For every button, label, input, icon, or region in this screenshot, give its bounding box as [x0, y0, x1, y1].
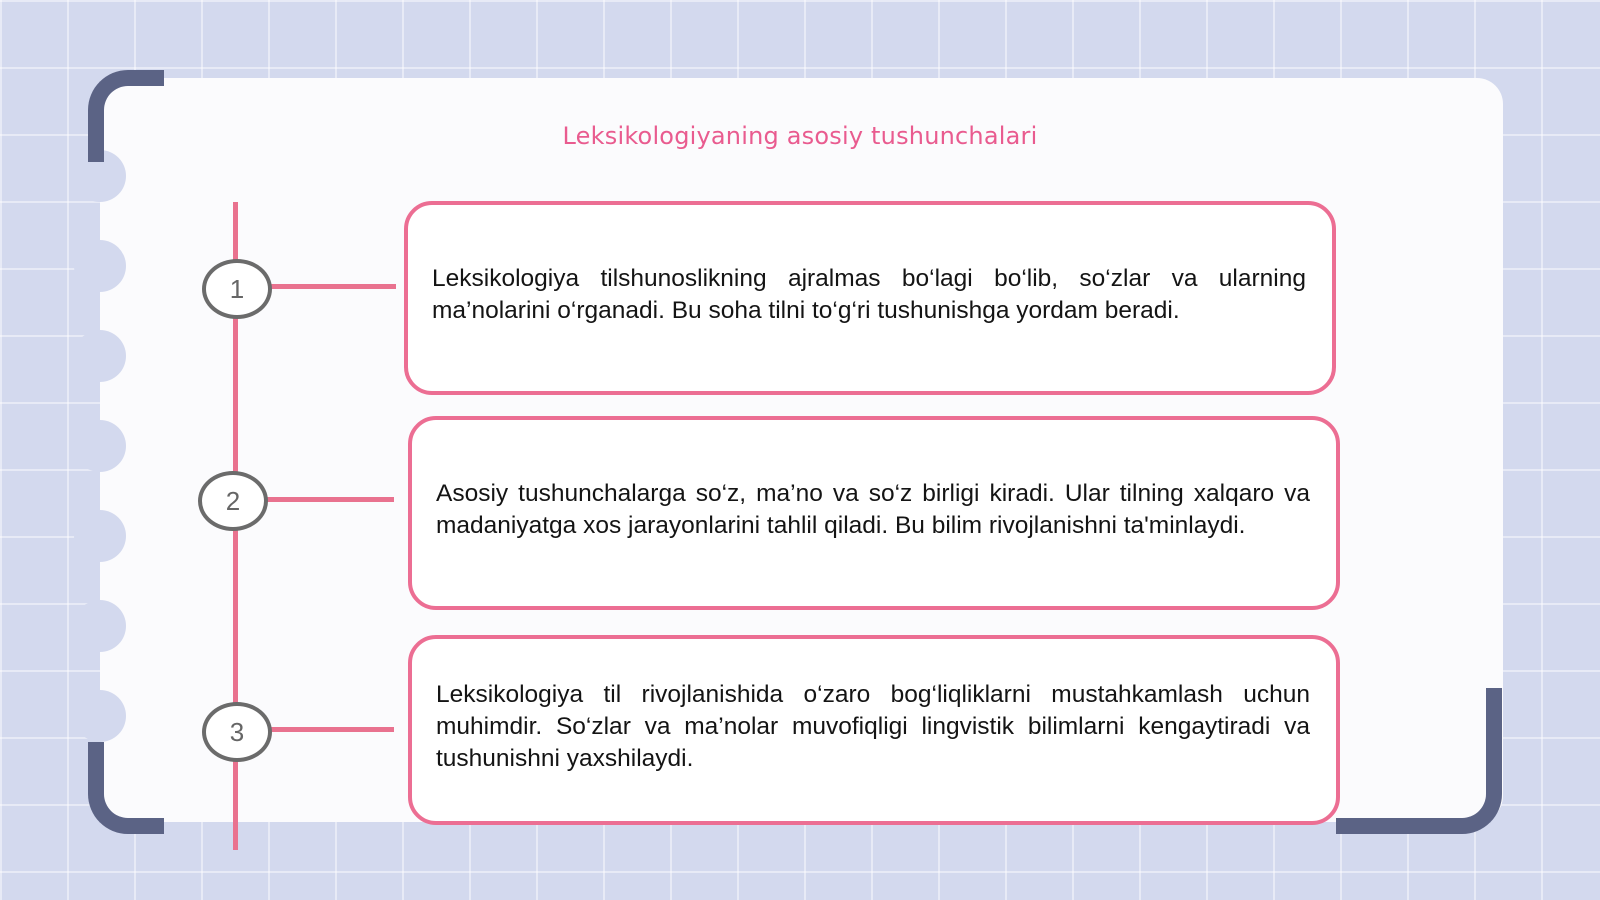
card-notch [74, 600, 126, 652]
concept-box-2 [408, 416, 1340, 610]
concept-box-1 [404, 201, 1336, 395]
card-notch [74, 510, 126, 562]
concept-text-1: Leksikologiya tilshunoslikning ajralmas bo‘lagi bo‘lib, so‘zlar va ularning ma’nolarini o‘rganadi. Bu soha tilni to‘g‘ri tushunishga yordam beradi. [432, 265, 1306, 324]
concept-box-3 [408, 635, 1340, 825]
timeline-connector-2 [262, 497, 394, 502]
step-number-1: 1 [202, 259, 272, 319]
concept-text-2: Asosiy tushunchalarga so‘z, ma’no va so‘z birligi kiradi. Ular tilning xalqaro va madaniyatga xos jarayonlarini tahlil qiladi. Bu bilim rivojlanishni ta'minlaydi. [436, 480, 1310, 539]
card-notch [74, 690, 126, 742]
timeline-connector-3 [266, 727, 394, 732]
frame-corner-bottom-right [1336, 688, 1502, 834]
concept-text-3: Leksikologiya til rivojlanishida o‘zaro bog‘liqliklarni mustahkamlash uchun muhimdir. So‘zlar va ma’nolar muvofiqligi lingvistik bilimlarni kengaytiradi va tushunishni yaxshilaydi. [436, 681, 1310, 772]
card-notch [74, 420, 126, 472]
step-number-2: 2 [198, 471, 268, 531]
card-notch [74, 330, 126, 382]
card-notch [74, 240, 126, 292]
step-number-3: 3 [202, 702, 272, 762]
frame-corner-bottom-left [88, 742, 164, 834]
timeline-connector-1 [266, 284, 396, 289]
slide-title: Leksikologiyaning asosiy tushunchalari [562, 122, 1038, 150]
